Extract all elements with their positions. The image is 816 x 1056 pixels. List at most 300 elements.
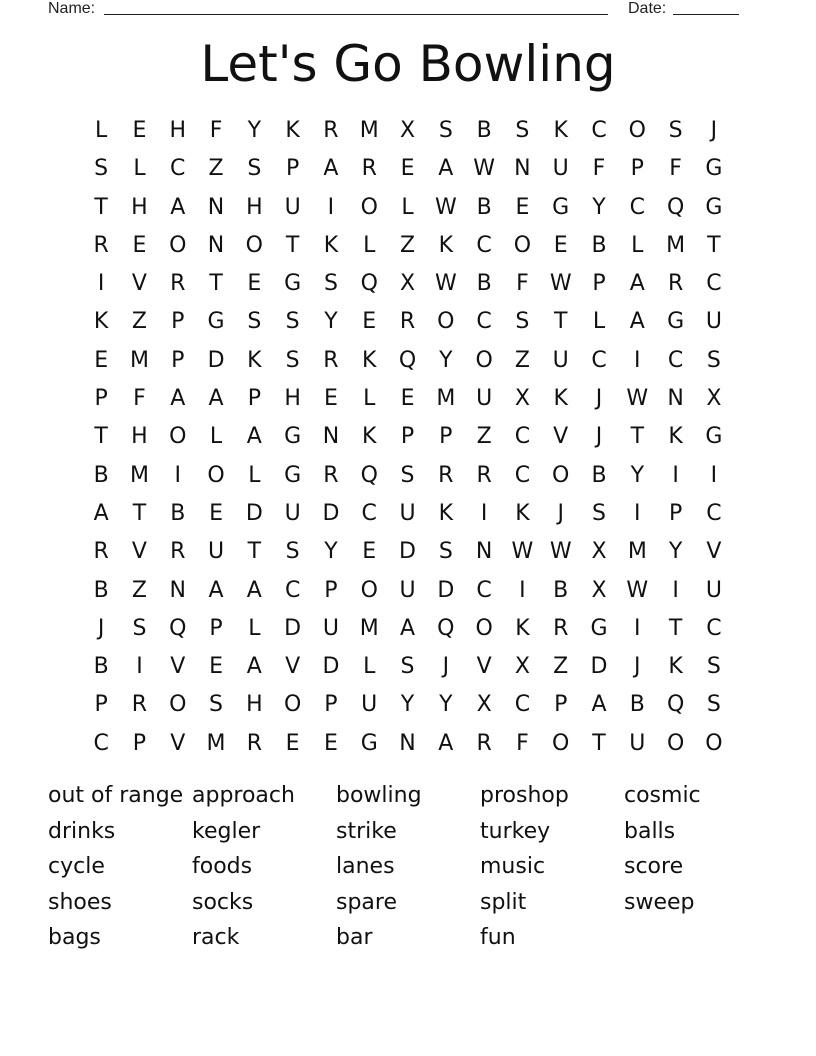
grid-letter: C — [476, 232, 492, 258]
grid-letter: H — [246, 194, 263, 220]
grid-letter: Q — [360, 271, 378, 297]
grid-letter: R — [476, 462, 492, 488]
grid-letter: V — [553, 424, 569, 450]
word-bank-item: approach — [192, 783, 295, 808]
grid-letter: S — [515, 309, 530, 335]
grid-letter: O — [475, 347, 493, 373]
grid-letter: V — [706, 539, 722, 565]
grid-letter: A — [591, 692, 607, 718]
grid-letter: R — [93, 539, 109, 565]
grid-letter: P — [400, 424, 415, 450]
grid-letter: S — [400, 462, 415, 488]
grid-letter: F — [669, 156, 682, 182]
date-blank-line — [673, 0, 739, 15]
grid-letter: S — [285, 347, 300, 373]
grid-letter: I — [672, 462, 679, 488]
grid-letter: E — [323, 730, 338, 756]
grid-letter: P — [94, 386, 108, 412]
grid-letter: U — [322, 615, 339, 641]
grid-letter: V — [476, 654, 492, 680]
word-bank-item: fun — [480, 925, 516, 951]
grid-letter: I — [634, 615, 641, 641]
grid-letter: B — [476, 194, 492, 220]
grid-letter: H — [246, 692, 263, 718]
grid-letter: O — [360, 194, 378, 220]
grid-letter: Q — [169, 615, 187, 641]
grid-letter: T — [247, 539, 262, 565]
grid-letter: O — [360, 577, 378, 603]
grid-letter: U — [284, 194, 301, 220]
date-label: Date: — [628, 0, 667, 17]
grid-letter: X — [514, 654, 530, 680]
grid-letter: C — [706, 615, 722, 641]
grid-letter: K — [668, 424, 683, 450]
grid-letter: I — [174, 462, 181, 488]
grid-letter: A — [170, 194, 186, 220]
grid-letter: O — [169, 232, 187, 258]
grid-letter: R — [246, 730, 262, 756]
grid-letter: I — [672, 577, 679, 603]
grid-letter: I — [97, 271, 105, 297]
grid-letter: X — [591, 577, 607, 603]
grid-letter: P — [439, 424, 453, 450]
word-bank-item: split — [480, 889, 527, 915]
grid-letter: O — [207, 462, 225, 488]
grid-letter: R — [170, 271, 186, 297]
grid-letter: T — [553, 309, 568, 335]
grid-letter: S — [706, 654, 721, 680]
grid-letter: N — [169, 577, 186, 603]
grid-letter: O — [283, 692, 302, 718]
word-bank-item: spare — [336, 889, 398, 915]
grid-letter: P — [132, 730, 147, 756]
grid-letter: R — [438, 462, 454, 488]
grid-letter: F — [592, 156, 606, 182]
grid-letter: K — [285, 118, 300, 143]
grid-letter: U — [705, 309, 722, 335]
grid-letter: W — [549, 271, 572, 297]
grid-letter: R — [361, 156, 377, 182]
grid-letter: E — [209, 654, 223, 680]
grid-letter: O — [437, 309, 455, 335]
grid-letter: P — [554, 692, 568, 718]
grid-letter: M — [666, 232, 686, 258]
grid-letter: C — [706, 500, 722, 526]
grid-letter: I — [327, 194, 335, 220]
grid-letter: A — [399, 615, 416, 641]
grid-letter: B — [170, 500, 186, 526]
grid-letter: H — [131, 194, 148, 220]
grid-letter: S — [285, 309, 300, 335]
grid-letter: O — [245, 232, 263, 258]
grid-letter: L — [363, 232, 376, 258]
grid-letter: F — [209, 118, 223, 143]
grid-letter: N — [399, 730, 416, 756]
grid-letter: C — [514, 462, 531, 488]
grid-letter: P — [171, 347, 185, 373]
grid-letter: R — [553, 615, 569, 641]
grid-letter: W — [511, 539, 534, 565]
grid-letter: S — [438, 118, 453, 143]
grid-letter: N — [207, 232, 225, 258]
grid-letter: Y — [439, 347, 453, 373]
grid-letter: K — [438, 232, 454, 258]
grid-letter: Q — [666, 692, 685, 718]
grid-letter: W — [434, 194, 457, 220]
grid-letter: W — [549, 539, 572, 565]
grid-letter: E — [285, 730, 300, 756]
grid-letter: D — [590, 654, 608, 680]
grid-letter: E — [247, 271, 262, 297]
grid-letter: Y — [439, 692, 453, 718]
grid-letter: E — [553, 232, 568, 258]
word-bank-item: bar — [336, 925, 373, 951]
page-title: Let's Go Bowling — [200, 35, 616, 93]
grid-letter: Z — [514, 347, 530, 373]
grid-letter: X — [706, 386, 722, 412]
grid-letter: F — [516, 730, 529, 756]
grid-letter: J — [634, 654, 641, 680]
grid-letter: R — [667, 271, 684, 297]
word-bank-item: score — [624, 854, 684, 880]
grid-letter: E — [94, 347, 109, 373]
grid-letter: U — [207, 539, 225, 565]
grid-letter: U — [361, 692, 378, 718]
grid-letter: L — [401, 194, 414, 220]
grid-letter: K — [93, 309, 109, 335]
grid-letter: Y — [247, 118, 262, 143]
grid-letter: K — [668, 654, 683, 680]
grid-letter: W — [626, 386, 649, 412]
grid-letter: C — [476, 577, 492, 603]
grid-letter: T — [94, 424, 108, 450]
grid-letter: P — [324, 577, 338, 603]
grid-letter: I — [136, 654, 143, 680]
grid-letter: X — [514, 386, 530, 412]
grid-letter: H — [169, 118, 187, 143]
grid-letter: I — [480, 500, 488, 526]
grid-letter: R — [323, 462, 339, 488]
grid-letter: U — [552, 347, 569, 373]
grid-letter: K — [553, 386, 568, 412]
grid-letter: U — [552, 156, 569, 182]
grid-letter: C — [591, 118, 607, 143]
grid-letter: K — [438, 500, 454, 526]
grid-letter: P — [94, 692, 108, 718]
grid-letter: S — [515, 118, 530, 143]
grid-letter: P — [630, 156, 644, 182]
grid-letter: C — [514, 424, 531, 450]
grid-letter: B — [93, 577, 109, 603]
grid-letter: T — [630, 424, 645, 450]
word-bank-item: proshop — [480, 783, 569, 808]
grid-letter: O — [169, 424, 187, 450]
grid-letter: L — [248, 615, 261, 641]
word-bank-item: lanes — [336, 854, 395, 880]
grid-letter: R — [93, 232, 109, 258]
grid-letter: O — [666, 730, 685, 756]
grid-letter: E — [132, 118, 147, 143]
word-bank-item: cycle — [48, 854, 105, 880]
grid-letter: S — [247, 309, 262, 335]
grid-letter: E — [515, 194, 530, 220]
grid-letter: I — [710, 462, 718, 488]
grid-letter: A — [246, 654, 262, 680]
grid-letter: S — [400, 654, 415, 680]
grid-letter: G — [360, 730, 378, 756]
grid-letter: H — [284, 386, 301, 412]
grid-letter: K — [515, 500, 530, 526]
grid-letter: D — [399, 539, 416, 565]
grid-letter: R — [170, 539, 186, 565]
grid-letter: B — [629, 692, 645, 718]
grid-letter: X — [476, 692, 492, 718]
grid-letter: G — [284, 271, 302, 297]
grid-letter: B — [591, 232, 607, 258]
grid-letter: C — [514, 692, 531, 718]
grid-letter: W — [434, 271, 457, 297]
grid-letter: R — [323, 118, 339, 143]
grid-letter: L — [363, 654, 376, 680]
grid-letter: B — [93, 654, 109, 680]
grid-letter: K — [553, 118, 568, 143]
grid-letter: S — [132, 615, 147, 641]
grid-letter: S — [438, 539, 453, 565]
grid-letter: C — [476, 309, 492, 335]
grid-letter: X — [399, 118, 416, 143]
grid-letter: L — [248, 462, 261, 488]
grid-letter: J — [595, 386, 603, 412]
grid-letter: U — [284, 500, 301, 526]
grid-letter: S — [706, 692, 721, 718]
word-bank-item: balls — [624, 818, 676, 844]
grid-letter: Q — [360, 462, 378, 488]
grid-letter: G — [705, 424, 723, 450]
grid-letter: O — [475, 615, 493, 641]
grid-letter: G — [284, 424, 302, 450]
grid-letter: C — [591, 347, 607, 373]
grid-letter: Z — [399, 232, 416, 258]
grid-letter: X — [591, 539, 607, 565]
grid-letter: O — [628, 118, 646, 143]
grid-letter: D — [207, 347, 225, 373]
grid-letter: M — [436, 386, 456, 412]
grid-letter: G — [667, 309, 685, 335]
name-label: Name: — [48, 0, 96, 17]
grid-letter: G — [705, 156, 723, 182]
grid-letter: D — [245, 500, 263, 526]
grid-letter: A — [629, 309, 645, 335]
grid-letter: E — [400, 386, 415, 412]
grid-letter: U — [399, 500, 416, 526]
grid-letter: P — [592, 271, 606, 297]
grid-letter: P — [247, 386, 261, 412]
word-bank-item: drinks — [48, 818, 116, 844]
grid-letter: E — [132, 232, 147, 258]
word-bank-item: bags — [48, 925, 101, 951]
grid-letter: S — [323, 271, 338, 297]
grid-letter: U — [399, 577, 416, 603]
grid-letter: D — [284, 615, 302, 641]
grid-letter: W — [473, 156, 495, 182]
word-bank-item: socks — [192, 889, 254, 915]
word-bank-item: strike — [336, 818, 397, 844]
grid-letter: K — [362, 347, 377, 373]
grid-letter: U — [629, 730, 646, 756]
grid-letter: W — [626, 577, 649, 603]
grid-letter: S — [247, 156, 262, 182]
grid-letter: O — [513, 232, 532, 258]
grid-letter: N — [207, 194, 225, 220]
grid-letter: E — [323, 386, 338, 412]
grid-letter: E — [209, 500, 223, 526]
grid-letter: F — [133, 386, 146, 412]
grid-letter: S — [285, 539, 300, 565]
grid-letter: K — [323, 232, 339, 258]
letter-grid — [82, 112, 733, 763]
grid-letter: Y — [668, 539, 683, 565]
grid-letter: A — [208, 386, 224, 412]
word-bank-item: rack — [192, 925, 240, 951]
grid-letter: Y — [400, 692, 415, 718]
grid-letter: T — [132, 500, 147, 526]
grid-letter: T — [285, 232, 300, 258]
grid-letter: B — [476, 118, 492, 143]
grid-letter: Y — [324, 309, 338, 335]
grid-letter: M — [129, 347, 149, 373]
grid-letter: I — [634, 500, 641, 526]
grid-letter: C — [93, 730, 109, 756]
grid-letter: Q — [666, 194, 685, 220]
grid-letter: Z — [476, 424, 492, 450]
grid-letter: U — [476, 386, 493, 412]
grid-letter: A — [323, 156, 339, 182]
grid-letter: G — [705, 194, 723, 220]
grid-letter: M — [627, 539, 647, 565]
grid-letter: P — [209, 615, 223, 641]
grid-letter: E — [400, 156, 415, 182]
word-bank-item: music — [480, 854, 546, 880]
grid-letter: V — [131, 271, 147, 297]
grid-letter: J — [442, 654, 450, 680]
grid-letter: T — [707, 232, 721, 258]
grid-letter: L — [209, 424, 223, 450]
grid-letter: Z — [553, 654, 569, 680]
grid-letter: G — [552, 194, 570, 220]
grid-letter: S — [592, 500, 606, 526]
word-bank — [48, 778, 768, 956]
grid-letter: M — [206, 730, 226, 756]
grid-letter: U — [705, 577, 722, 603]
grid-letter: J — [710, 118, 718, 143]
grid-letter: F — [516, 271, 529, 297]
grid-letter: A — [208, 577, 224, 603]
grid-letter: Z — [131, 577, 147, 603]
grid-letter: N — [322, 424, 340, 450]
word-bank-item: kegler — [192, 818, 261, 844]
grid-letter: L — [133, 156, 146, 182]
grid-letter: C — [170, 156, 186, 182]
word-bank-item: shoes — [48, 889, 112, 915]
grid-letter: L — [592, 309, 606, 335]
grid-letter: L — [95, 118, 108, 143]
word-bank-item: bowling — [336, 783, 422, 808]
grid-letter: D — [437, 577, 455, 603]
grid-letter: G — [207, 309, 225, 335]
grid-letter: Y — [324, 539, 338, 565]
grid-letter: C — [667, 347, 684, 373]
grid-letter: L — [363, 386, 376, 412]
grid-letter: O — [552, 730, 570, 756]
grid-letter: B — [476, 271, 492, 297]
grid-letter: V — [285, 654, 301, 680]
grid-letter: S — [209, 692, 224, 718]
grid-letter: G — [590, 615, 608, 641]
word-bank-item: foods — [192, 854, 253, 880]
grid-letter: C — [361, 500, 377, 526]
grid-letter: M — [359, 615, 379, 641]
grid-letter: X — [399, 271, 416, 297]
grid-letter: O — [169, 692, 187, 718]
grid-letter: T — [209, 271, 223, 297]
grid-letter: K — [362, 424, 377, 450]
grid-letter: Z — [208, 156, 224, 182]
grid-letter: A — [438, 730, 454, 756]
grid-letter: Y — [592, 194, 606, 220]
grid-letter: P — [171, 309, 185, 335]
grid-letter: H — [131, 424, 148, 450]
grid-letter: N — [514, 156, 531, 182]
grid-letter: P — [324, 692, 338, 718]
grid-letter: J — [557, 500, 564, 526]
grid-letter: Q — [437, 615, 455, 641]
grid-letter: K — [247, 347, 262, 373]
word-bank-item: out of range — [48, 783, 184, 808]
grid-letter: S — [706, 347, 721, 373]
word-bank-item: turkey — [480, 818, 551, 844]
name-blank-line — [104, 0, 608, 15]
grid-letter: A — [438, 156, 454, 182]
grid-letter: V — [170, 730, 186, 756]
grid-letter: I — [519, 577, 526, 603]
grid-letter: E — [362, 539, 377, 565]
grid-letter: A — [629, 271, 645, 297]
grid-letter: D — [322, 500, 340, 526]
grid-letter: C — [706, 271, 722, 297]
grid-letter: C — [629, 194, 645, 220]
grid-letter: T — [592, 730, 606, 756]
grid-letter: A — [246, 577, 262, 603]
grid-letter: S — [94, 156, 109, 182]
grid-letter: Q — [398, 347, 417, 373]
grid-letter: Y — [630, 462, 645, 488]
grid-letter: B — [591, 462, 607, 488]
grid-letter: J — [97, 615, 105, 641]
grid-letter: R — [131, 692, 148, 718]
grid-letter: R — [399, 309, 416, 335]
grid-letter: N — [475, 539, 493, 565]
grid-letter: A — [170, 386, 186, 412]
grid-letter: O — [552, 462, 570, 488]
grid-letter: R — [476, 730, 492, 756]
grid-letter: N — [667, 386, 684, 412]
grid-letter: G — [284, 462, 302, 488]
grid-letter: V — [131, 539, 147, 565]
grid-letter: B — [93, 462, 109, 488]
grid-letter: D — [322, 654, 340, 680]
grid-letter: C — [284, 577, 301, 603]
word-bank-item: cosmic — [624, 783, 701, 808]
